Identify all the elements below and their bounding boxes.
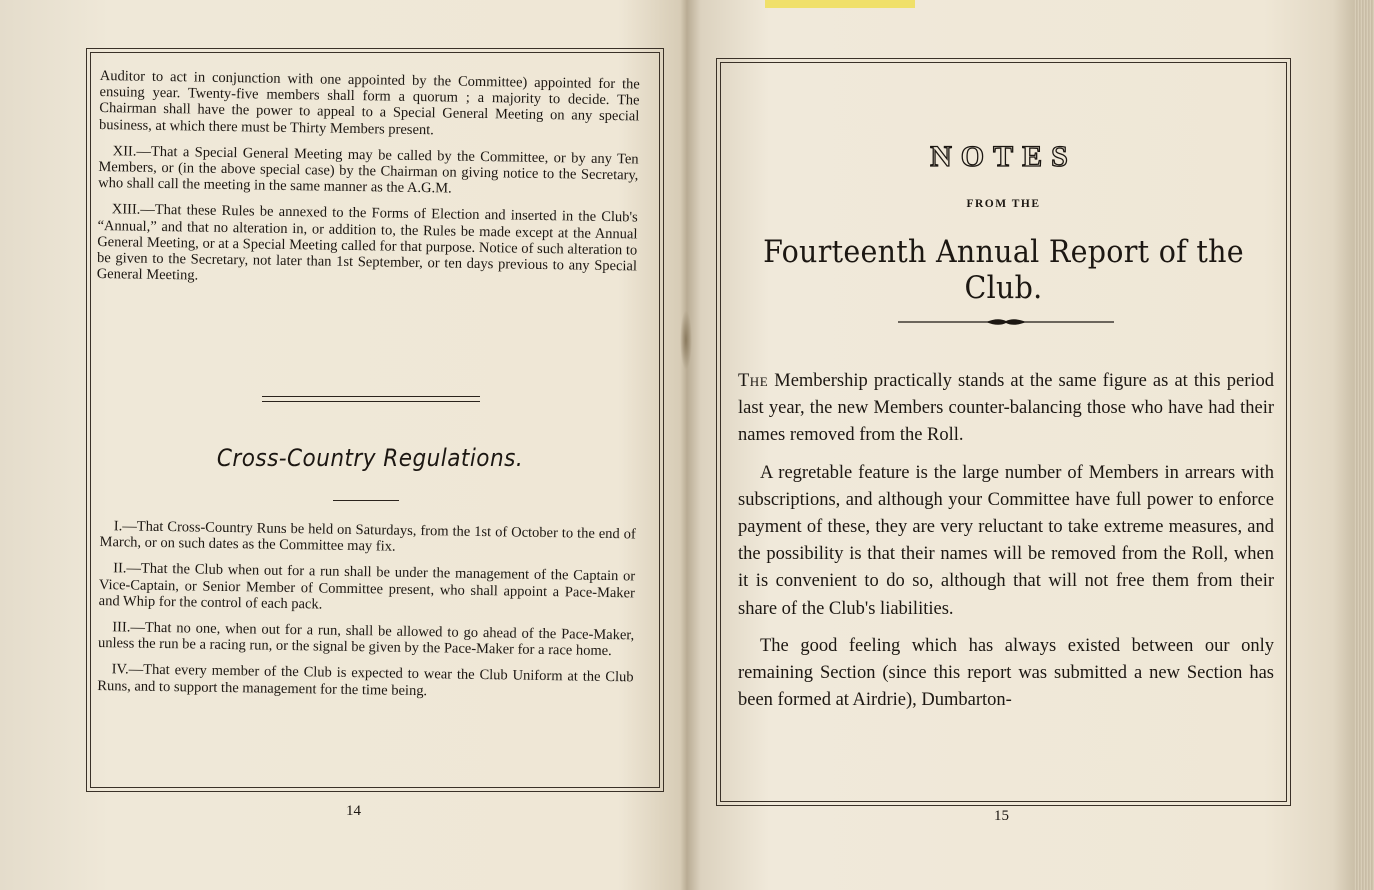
report-body	[738, 368, 1274, 724]
report-title: Fourteenth Annual Report of the Club.	[763, 234, 1244, 306]
page-edges	[1354, 0, 1374, 890]
report-paragraph-3: The good feeling which has always existed between our only remaining Section (since this report was submitted a new Section has been formed at Airdrie), Dumbarton-	[738, 635, 1274, 711]
section-heading: Cross-Country Regulations.	[216, 444, 524, 472]
notes-title: NOTES	[930, 140, 1077, 173]
rule-xiii: XIII.—That these Rules be annexed to the Forms of Election and inserted in the Club's “Annual,” and that no alteration in, or addition to, the Rules be made except at the Annual General Meeting, or at a Special Meeting called for that purpose. Notice of such alteration to be given to the Secretary, not later than 1st September, or ten days previous to any Special General Meeting.	[96, 201, 638, 284]
regulation-iv: IV.—That every member of the Club is expected to wear the Club Uniform at the Club Runs, and to support the management for the time being.	[97, 661, 634, 699]
left-page-rules-text	[96, 68, 639, 301]
paragraph-lead: The	[738, 371, 769, 391]
from-the-subtitle: FROM THE	[966, 198, 1041, 210]
regulation-iii: III.—That no one, when out for a run, shall be allowed to go ahead of the Pace-Maker, unless the run be a racing run, or the signal be given by the Pace-Maker for a race home.	[97, 619, 635, 660]
page-number-right: 15	[994, 808, 1009, 824]
heading-rule	[333, 500, 399, 501]
report-paragraph-2: A regretable feature is the large number of Members in arrears with subscriptions, and although your Committee have full power to enforce payment of these, they are very reluctant to take extreme measures, and the possibility is that their names will be removed from the Roll, when it is convenient to do so, although that will not free them from their share of the Club's liabilities.	[738, 462, 1274, 619]
cross-country-regulations	[97, 518, 636, 712]
page-number-left: 14	[346, 803, 361, 819]
rule-xii: XII.—That a Special General Meeting may be called by the Committee, or by any Ten Members, or (in the above special case) by the Chairman on giving notice to the Secretary, who shall call the meeting in the same manner as the A.G.M.	[98, 143, 639, 197]
bookmark-tab	[765, 0, 915, 8]
rules-paragraph: Auditor to act in conjunction with one appointed by the Committee) appointed for the ensuing year. Twenty-five members shall form a quorum ; a majority to decide. The Chairman shall have the power to appeal to a Special General Meeting on any special business, at which there must be Thirty Members present.	[98, 68, 640, 138]
paragraph-1-text: Membership practically stands at the same figure as at this period last year, the new Members counter-balancing those who have had their names removed from the Roll.	[738, 371, 1274, 446]
ornament-divider	[898, 316, 1114, 328]
regulation-i: I.—That Cross-Country Runs be held on Saturdays, from the 1st of October to the end of March, or on such dates as the Committee may fix.	[99, 518, 636, 555]
report-paragraph-1	[738, 368, 1274, 450]
gutter-stain	[680, 310, 692, 370]
double-rule-divider	[262, 396, 480, 402]
regulation-ii: II.—That the Club when out for a run shall be under the management of the Captain or Vice-Captain, or Senior Member of Committee present, who shall appoint a Pace-Maker and Whip for the control of each pack.	[98, 560, 636, 613]
